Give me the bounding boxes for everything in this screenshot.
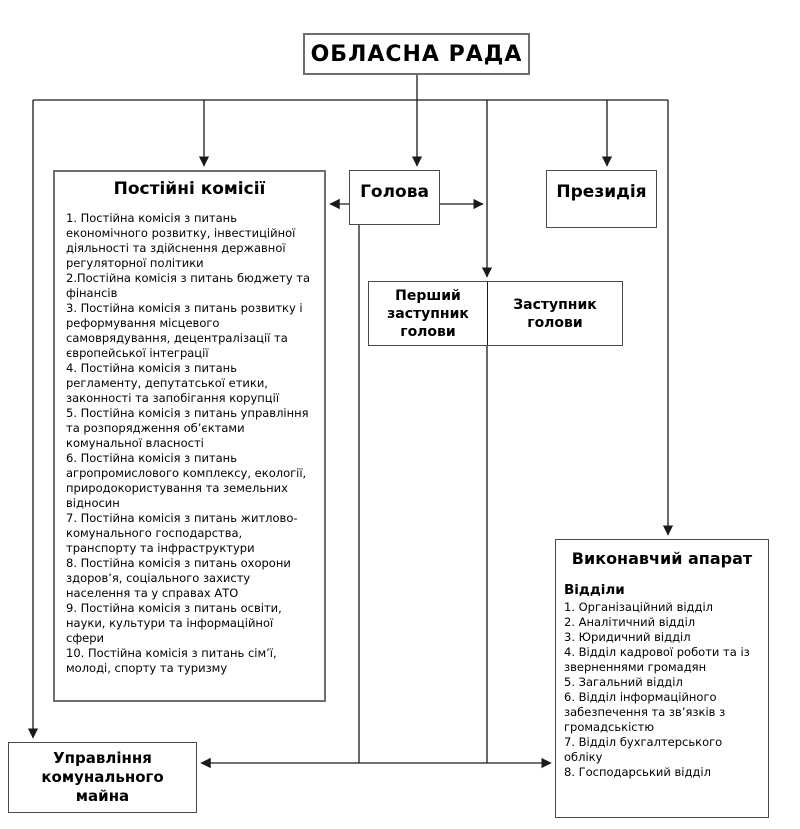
commission-item: 9. Постійна комісія з питань освіти, науки, культури та інформаційної сфери	[66, 601, 282, 645]
first-deputy-label: Перший заступник голови	[387, 287, 469, 340]
department-item: 6. Відділ інформаційного забезпечення та зв’язків з громадськістю	[564, 690, 726, 734]
commission-item: 1. Постійна комісія з питань економічного розвитку, інвестиційної діяльності та здійснення державної регуляторної політики	[66, 211, 296, 270]
executive-apparatus-box	[555, 539, 769, 818]
commission-item: 6. Постійна комісія з питань агропромислового комплексу, екології, природокористування та земельних відносин	[66, 451, 307, 510]
departments-list	[556, 600, 768, 780]
regional-council-box	[303, 33, 530, 75]
deputies-box	[368, 281, 623, 346]
presidium-label: Президія	[556, 182, 647, 202]
commission-item: 5. Постійна комісія з питань управління та розпорядження об’єктами комунальної власності	[66, 406, 309, 450]
property-management-box	[8, 742, 197, 813]
commission-item: 2.Постійна комісія з питань бюджету та фінансів	[66, 271, 311, 300]
regional-council-title: ОБЛАСНА РАДА	[310, 41, 523, 67]
deputy-cell	[488, 282, 622, 345]
chairman-label: Голова	[360, 182, 429, 202]
deputy-label: Заступник голови	[513, 296, 597, 331]
department-item: 7. Відділ бухгалтерського обліку	[564, 735, 723, 764]
department-item: 5. Загальний відділ	[564, 675, 683, 689]
commission-item: 8. Постійна комісія з питань охорони здоров’я, соціального захисту населення та у справах АТО	[66, 556, 291, 600]
property-management-label: Управління комунального майна	[41, 749, 164, 805]
standing-commissions-list	[55, 199, 324, 676]
commission-item: 10. Постійна комісія з питань сім’ї, молоді, спорту та туризму	[66, 646, 277, 675]
commission-item: 7. Постійна комісія з питань житлово-комунального господарства, транспорту та інфраструктури	[66, 511, 298, 555]
first-deputy-cell	[369, 282, 488, 345]
department-item: 2. Аналітичний відділ	[564, 615, 696, 629]
presidium-box	[546, 170, 657, 228]
standing-commissions-box	[53, 170, 326, 702]
commission-item: 4. Постійна комісія з питань регламенту, депутатської етики, законності та запобігання корупції	[66, 361, 280, 405]
standing-commissions-title: Постійні комісії	[113, 179, 266, 199]
department-item: 4. Відділ кадрової роботи та із зверненнями громадян	[564, 645, 750, 674]
department-item: 8. Господарський відділ	[564, 765, 711, 779]
department-item: 3. Юридичний відділ	[564, 630, 691, 644]
department-item: 1. Організаційний відділ	[564, 600, 713, 614]
commission-item: 3. Постійна комісія з питань розвитку і реформування місцевого самоврядування, децентралізації та європейської інтеграції	[66, 301, 303, 360]
executive-apparatus-title: Виконавчий апарат	[571, 549, 753, 568]
departments-subtitle: Відділи	[564, 582, 625, 598]
chairman-box	[349, 170, 440, 225]
